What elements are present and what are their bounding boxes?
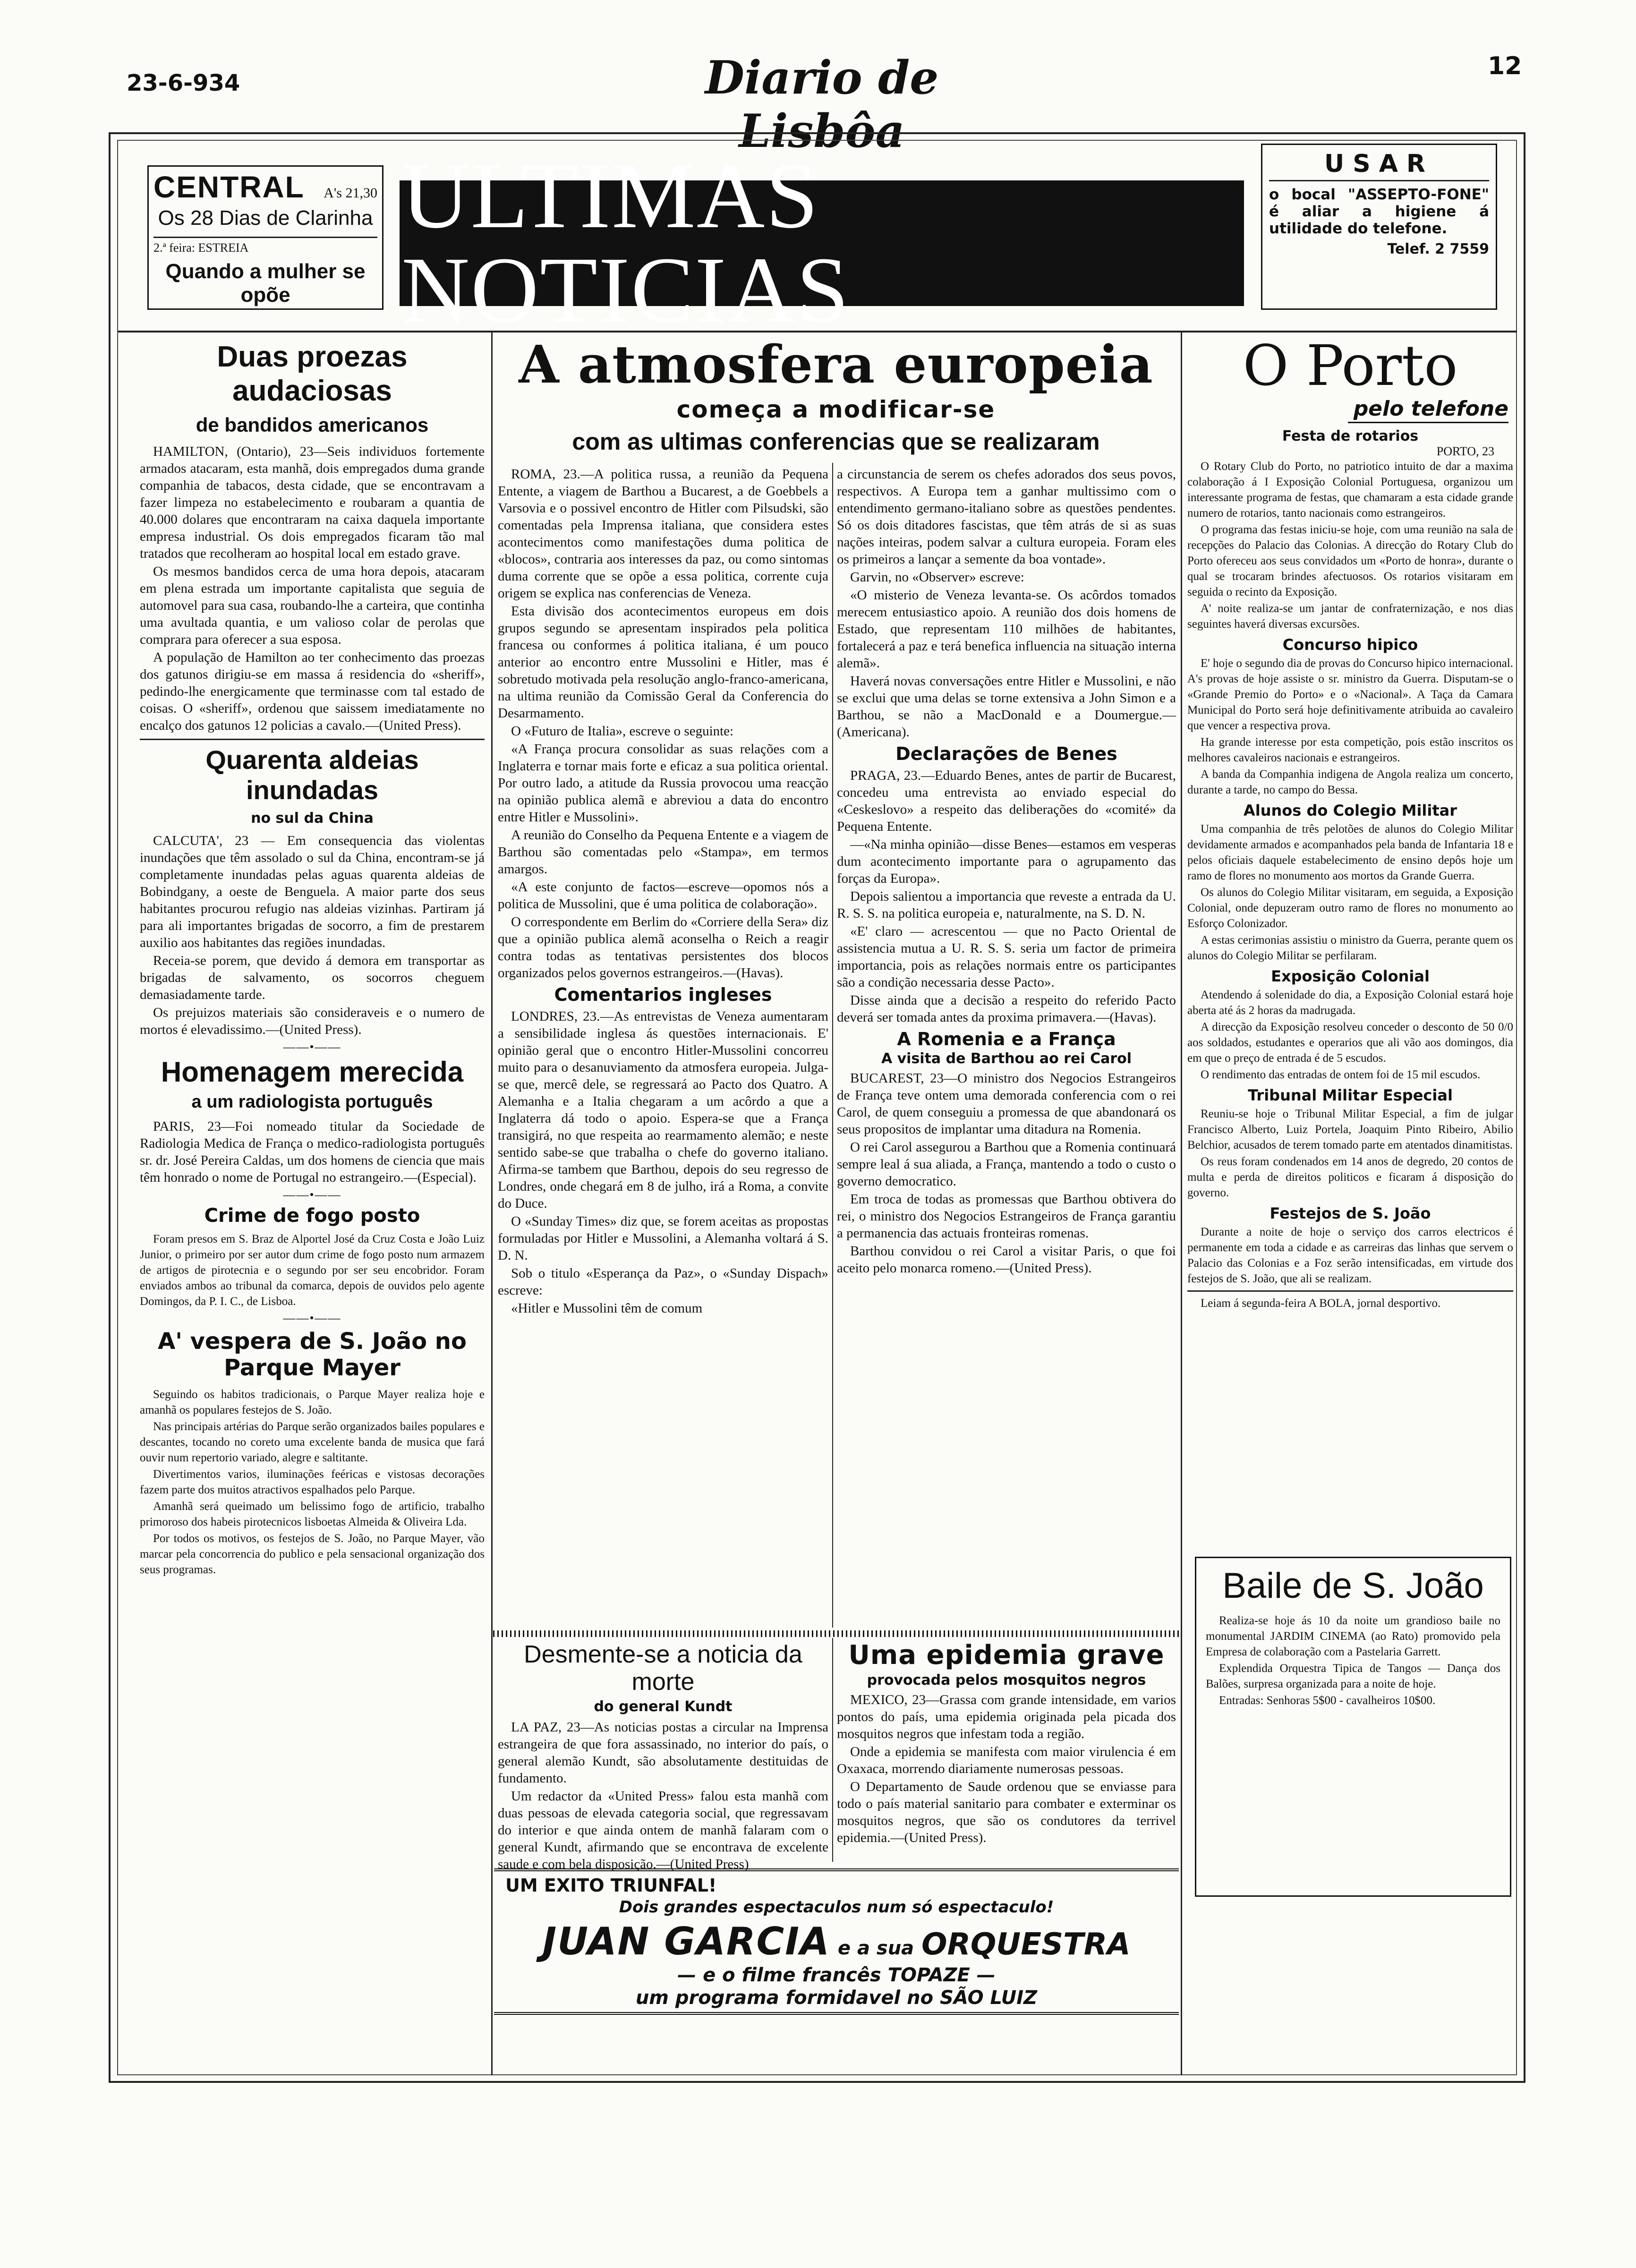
- baile-title: Baile de S. João: [1222, 1566, 1484, 1606]
- epidemia-paragraph: MEXICO, 23—Grassa com grande intensidade, em varios pontos do país, uma epidemia originada pela picada dos mosquitos negros que infestam toda a região.: [837, 1692, 1176, 1741]
- romenia-subhead-2: A visita de Barthou ao rei Carol: [881, 1050, 1132, 1067]
- porto-column: [1187, 333, 1513, 1545]
- article-homenagem-subtitle: a um radiologista português: [191, 1092, 433, 1112]
- parque-paragraph: Amanhã será queimado um belissimo fogo de artificio, trabalho primoroso dos habeis pirotecnicos lisboetas Almeida & Oliveira Lda.: [140, 1500, 485, 1528]
- baile-paragraph: Explendida Orquestra Tipica de Tangos — Dança dos Balões, surpresa organizada para a noite de hoje.: [1206, 1662, 1500, 1690]
- atmosfera-subtitle-1: começa a modificar-se: [676, 396, 996, 423]
- epidemia-title: Uma epidemia grave: [848, 1640, 1165, 1671]
- juan-ad-line-5: um programa formidavel no SÃO LUIZ: [635, 1987, 1038, 2009]
- usar-ad: [1261, 144, 1497, 310]
- usar-title: USAR: [1324, 150, 1434, 178]
- porto-exposicao-title: Exposição Colonial: [1271, 967, 1430, 985]
- atmosfera-paragraph: A reunião do Conselho da Pequena Entente e a viagem de Barthou são comentadas pelo «Stampa», em termos amargos.: [498, 827, 828, 877]
- juan-garcia-ad: [494, 1868, 1179, 2015]
- comentarios-paragraph: Sob o titulo «Esperança da Paz», o «Sunday Dispach» escreve:: [498, 1266, 828, 1298]
- porto-festejos-title: Festejos de S. João: [1270, 1204, 1431, 1222]
- porto-paragraph: Atendendo á solenidade do dia, a Exposição Colonial estará hoje aberta até ás 2 horas da madrugada.: [1187, 989, 1513, 1017]
- porto-paragraph: E' hoje o segundo dia de provas do Concurso hipico internacional. A's provas de hoje assiste o sr. ministro da Guerra. Disputam-se o «Grande Premio do Porto» e o «Nacional». A Taça da Camara Municipal do Porto será hoje definitivamente atribuida ao cavaleiro que vencer a respectiva prova.: [1187, 657, 1513, 732]
- usar-phone: Telef. 2 7559: [1387, 241, 1489, 257]
- porto-title: O Porto: [1243, 333, 1458, 398]
- porto-paragraph: A' noite realiza-se um jantar de confraternização, e nos dias seguintes haverá diversas excursões.: [1187, 602, 1513, 631]
- porto-paragraph: Reuniu-se hoje o Tribunal Militar Especial, a fim de julgar Francisco Alberto, Luiz Portela, Joaquim Pinto Ribeiro, Abilio Belchior, acusados de terem tomado parte em atentados dinamitistas.: [1187, 1108, 1513, 1151]
- benes-paragraph: «E' claro — acrescentou — que no Pacto Oriental de assistencia mutua a U. R. S. S. seria um factor de primeira importancia, pois as relações normais entre os participantes são a condição necessaria desse Pacto».: [837, 924, 1176, 990]
- atmosfera-paragraph: O correspondente em Berlim do «Corriere della Sera» diz que a opinião publica alemã aconselha o Reich a reagir contra todas as tentativas persistentes dos blocos organizados pelos governos estrangeiros.—(Havas).: [498, 914, 828, 981]
- proezas-paragraph: HAMILTON, (Ontario), 23—Seis individuos fortemente armados atacaram, esta manhã, dois empregados duma grande companhia de tabacos, desta cidade, que se encontravam a fazer limpeza no estabelecimento e roubaram a quantia de 40.000 dolares que encontraram na caixa daquela importante empresa industrial. Os dois empregados ficaram tão mal tratados que recolheram ao hospital local em estado grave.: [140, 444, 485, 561]
- porto-colegio-title: Alunos do Colegio Militar: [1243, 801, 1457, 819]
- ornament-divider: ——•——: [283, 1188, 341, 1202]
- atmosfera-paragraph: ROMA, 23.—A politica russa, a reunião da Pequena Entente, a viagem de Barthou a Bucarest, a de Goebbels a Varsovia e o possivel encontro de Hitler com Pilsudski, são comentadas pela Imprensa italiana, que considera estes acontecimentos como manifestações duma politica de «blocos», contraria aos interesses da paz, ou como sintomas duma corrente que se opõe a essa politica, corrente cuja origem se explica nas conferencias de Veneza.: [498, 467, 828, 601]
- romenia-paragraph: BUCAREST, 23—O ministro dos Negocios Estrangeiros de França teve ontem uma demorada conferencia com o rei Carol, de quem conseguiu a promessa de que abandonará os seus propositos de implantar uma ditadura na Romenia.: [837, 1071, 1176, 1137]
- fogo-paragraph: Foram presos em S. Braz de Alportel José da Cruz Costa e João Luiz Junior, o primeiro por ser autor dum crime de fogo posto num armazem de artigos de pirotecnia e o segundo por ser seu encobridor. Foram enviados ambos ao tribunal da comarca, depois de ouvidos pelo agente Domingos, da P. I. C., de Lisboa.: [140, 1233, 485, 1308]
- article-homenagem-title: Homenagem merecida: [161, 1056, 464, 1088]
- column-1: [140, 340, 485, 2069]
- benes-paragraph: PRAGA, 23.—Eduardo Benes, antes de partir de Bucarest, concedeu uma entrevista ao enviado especial do «Ceskeslovo» a respeito das deliberações do «comité» da Pequena Entente.: [837, 768, 1176, 834]
- benes-paragraph: Depois salientou a importancia que reveste a entrada da U. R. S. S. na politica europeia e, naturalmente, na S. D. N.: [837, 889, 1176, 921]
- ultimas-noticias-banner: [400, 144, 1244, 342]
- parque-paragraph: Seguindo os habitos tradicionais, o Parque Mayer realiza hoje e amanhã os populares festejos de S. João.: [140, 1388, 485, 1416]
- homenagem-paragraph: PARIS, 23—Foi nomeado titular da Sociedade de Radiologia Medica de França o medico-radiologista português sr. dr. José Pereira Caldas, um dos homens de ciencia que mais têm honrado o nome de Portugal no estrangeiro.—(Especial).: [140, 1119, 485, 1185]
- romenia-paragraph: O rei Carol assegurou a Barthou que a Romenia continuará sempre leal á sua aliada, a França, mantendo a todo o custo o governo democratico.: [837, 1140, 1176, 1189]
- ornament-divider: ——•——: [283, 1311, 341, 1325]
- central-next-film: Quando a mulher se opõe: [165, 260, 366, 307]
- atmosfera-paragraph: «A este conjunto de factos—escreve—opomos nós a politica de Mussolini, que é uma politica de colaboração».: [498, 879, 828, 912]
- epidemia-paragraph: O Departamento de Saude ordenou que se enviasse para todo o país material sanitario para combater e exterminar os mosquitos negros, que são os condutores da terrivel epidemia.—(United Press).: [837, 1779, 1176, 1845]
- parque-paragraph: Divertimentos varios, iluminações feéricas e vistosas decorações fazem parte dos muitos atractivos espalhados pelo Parque.: [140, 1468, 485, 1496]
- article-proezas-title: Duas proezas audaciosas: [217, 341, 408, 407]
- comentarios-paragraph: LONDRES, 23.—As entrevistas de Veneza aumentaram a sensibilidade inglesa ás questões internacionais. E' opinião geral que o encontro Hitler-Mussolini concorreu muito para o desanuviamento da atmosfera europeia. Julga-se que, mercê dele, se regressará ao Pacto dos Quatro. A Alemanha e a Italia chegaram a um acôrdo a que a Inglaterra dá todo o apoio. Espera-se que a França transigirá, no que respeita ao rearmamento alemão; e neste sentido sabe-se que trabalha o chefe do governo italiano. Afirma-se tambem que Barthou, depois do seu regresso de Londres, onde chegará em 8 de julho, irá a Roma, a convite do Duce.: [498, 1009, 828, 1211]
- parque-paragraph: Por todos os motivos, os festejos de S. João, no Parque Mayer, vão marcar pela concorrencia do publico e pela sensacional organização dos seus programas.: [140, 1532, 485, 1576]
- article-fogo-title: Crime de fogo posto: [204, 1205, 420, 1227]
- aldeias-paragraph: CALCUTA', 23 — Em consequencia das violentas inundações que têm assolado o sul da China, encontram-se já completamente inundadas pelas aguas quarenta aldeias de Bobindgany, a oeste de Benguela. A maior parte dos seus habitantes procurou refugio nas aldeias vizinhas. Partiram já para ali importantes brigadas de socorro, a fim de prestarem auxilio aos habitantes das regiões inundadas.: [140, 833, 485, 950]
- aldeias-paragraph: Os prejuizos materiais são consideraveis e o numero de mortos é elevadissimo.—(United Press).: [140, 1005, 485, 1037]
- page-number: 12: [1488, 52, 1522, 80]
- juan-ad-line-2: Dois grandes espectaculos num só espectaculo!: [619, 1898, 1054, 1917]
- porto-paragraph: Ha grande interesse por esta competição, pois estão inscritos os melhores cavaleiros nacionais e estrangeiros.: [1187, 736, 1513, 764]
- atmosfera-paragraph: a circunstancia de serem os chefes adorados dos seus povos, respectivos. A Europa tem a ganhar multissimo com o entendimento germano-italiano sobre as questões pendentes. Só os dois ditadores fascistas, que têm atrás de si as suas nações inteiras, podem salvar a cultura europeia. Foram eles os primeiros a lançar a semente da boa vontade».: [837, 467, 1176, 567]
- juan-ad-name: JUAN GARCIA: [542, 1919, 830, 1963]
- baile-paragraph: Entradas: Senhoras 5$00 - cavalheiros 10$00.: [1219, 1694, 1436, 1707]
- hatched-divider: [493, 1630, 1180, 1637]
- desmente-article: [498, 1641, 828, 1872]
- epidemia-paragraph: Onde a epidemia se manifesta com maior virulencia é em Oxaxaca, morrendo diariamente numerosas pessoas.: [837, 1744, 1176, 1776]
- proezas-paragraph: A população de Hamilton ao ter conhecimento das proezas dos gatunos dirigiu-se em massa á residencia do «sheriff», pedindo-lhe energicamente que terminasse com tal estado de coisas. O «sheriff», ordenou que saissem imediatamente no encalço dos gatunos 12 policias a cavalo.—(United Press).: [140, 650, 485, 733]
- benes-paragraph: —«Na minha opinião—disse Benes—estamos em vesperas dum acontecimento importante para o agrupamento das forças da Europa».: [837, 837, 1176, 886]
- atmosfera-paragraph: «A França procura consolidar as suas relações com a Inglaterra e tornar mais forte e eficaz a sua politica oriental. Por outro lado, a atitude da Russia provocou uma reacção na opinião publica alemã e abreviou a data do encontro entre Hitler e Mussolini».: [498, 742, 828, 825]
- epidemia-subtitle: provocada pelos mosquitos negros: [867, 1672, 1146, 1688]
- ornament-divider: ——•——: [283, 1040, 341, 1054]
- newspaper-title: Diario de Lisbôa: [705, 51, 939, 158]
- aldeias-paragraph: Receia-se porem, que devido á demora em transportar as brigadas de salvamento, os socorros cheguem demasiadamente tarde.: [140, 953, 485, 1002]
- baile-paragraph: Realiza-se hoje ás 10 da noite um grandioso baile no monumental JARDIM CINEMA (ao Rato) promovido pela Empresa de colaboração com a Pastelaria Garrett.: [1206, 1614, 1500, 1658]
- romenia-paragraph: Em troca de todas as promessas que Barthou obtivera do rei, o ministro dos Negocios Estrangeiros de França garantiu a permanencia das actuais fronteiras romenas.: [837, 1192, 1176, 1241]
- benes-paragraph: Disse ainda que a decisão a respeito do referido Pacto deverá ser tomada antes da proxima primavera.—(Havas).: [837, 993, 1176, 1025]
- porto-paragraph: O Rotary Club do Porto, no patriotico intuito de dar a maxima colaboração á I Exposição Colonial Portuguesa, organizou um interessante programa de festas, que chamaram a esta cidade grande numero de rotarios, tanto nacionais como estrangeiros.: [1187, 460, 1513, 520]
- desmente-subtitle: do general Kundt: [594, 1698, 733, 1715]
- porto-paragraph: O programa das festas iniciu-se hoje, com uma reunião na sala de recepções do Palacio das Colonias. A direcção do Rotary Club do Porto ofereceu aos seus convidados um «Porto de honra», durante o qual se trocaram brindes afectuosos. Os rotarios visitaram em seguida o recinto da Exposição.: [1187, 523, 1513, 598]
- central-film: Os 28 Dias de Clarinha: [158, 206, 373, 230]
- comentarios-paragraph: «Hitler e Mussolini têm de comum: [511, 1301, 703, 1316]
- atmosfera-paragraph: O «Futuro de Italia», escreve o seguinte:: [511, 724, 734, 739]
- desmente-title: Desmente-se a noticia da morte: [524, 1641, 802, 1696]
- atmosfera-paragraph: Esta divisão dos acontecimentos europeus em dois grupos segundo se apresentam inspirados pela politica francesa ou conformes á politica italiana, é um pouco anterior ao encontro entre Mussolini e Hitler, mas é sobretudo motivada pela resolução anglo-franco-americana, na ultima reunião da Comissão Geral da Conferencia do Desarmamento.: [498, 604, 828, 721]
- porto-paragraph: Durante a noite de hoje o serviço dos carros electricos é permanente em toda a cidade e as carreiras das linhas que servem o Palacio das Colonias e a Foz serão intensificadas, em virtude dos festejos de S. João, que ali se realizam.: [1187, 1226, 1513, 1285]
- porto-paragraph: Uma companhia de três pelotões de alunos do Colegio Militar devidamente armados e acompanhados pela banda de Infantaria 18 e pelos oficiais daquele estabelecimento de ensino depôs hoje um ramo de flores no monumento aos mortos da Grande Guerra.: [1187, 823, 1513, 882]
- porto-tribunal-title: Tribunal Militar Especial: [1248, 1086, 1453, 1104]
- juan-ad-orchestra: ORQUESTRA: [921, 1927, 1131, 1962]
- article-aldeias-subtitle: no sul da China: [251, 810, 374, 827]
- central-time: A's 21,30: [324, 185, 377, 201]
- porto-dateline: PORTO, 23: [1436, 444, 1494, 458]
- porto-festa-title: Festa de rotarios: [1282, 428, 1419, 444]
- romenia-subhead: A Romenia e a França: [897, 1029, 1116, 1049]
- article-aldeias-title: Quarenta aldeias inundadas: [205, 745, 419, 805]
- porto-subtitle: pelo telefone: [1348, 397, 1508, 423]
- atmosfera-headline: [496, 336, 1176, 455]
- atmosfera-right-column: [837, 466, 1176, 1631]
- romenia-paragraph: Barthou convidou o rei Carol a visitar Paris, o que foi aceito pelo monarca romeno.—(United Press).: [837, 1244, 1176, 1276]
- porto-paragraph: Os alunos do Colegio Militar visitaram, em seguida, a Exposição Colonial, onde depuzeram outro ramo de flores no monumento ao Esforço Colonizador.: [1187, 886, 1513, 930]
- article-parque-title: A' vespera de S. João no Parque Mayer: [158, 1328, 467, 1381]
- banner-text: ULTIMAS NOTICIAS: [401, 144, 850, 342]
- porto-paragraph: A banda da Companhia indigena de Angola realiza um concerto, durante a tarde, no campo do Bessa.: [1187, 768, 1513, 796]
- article-proezas-subtitle: de bandidos americanos: [196, 414, 429, 436]
- central-theatre-name: CENTRAL: [153, 170, 305, 204]
- porto-paragraph: O rendimento das entradas de ontem foi de 15 mil escudos.: [1201, 1068, 1481, 1081]
- comentarios-paragraph: O «Sunday Times» diz que, se forem aceitas as propostas formuladas por Hitler e Mussolini, a Alemanha voltará á S. D. N.: [498, 1214, 828, 1263]
- desmente-paragraph: LA PAZ, 23—As noticias postas a circular na Imprensa estrangeira de que fora assassinado, no interior do país, o general alemão Kundt, são absolutamente destituidas de fundamento.: [498, 1720, 828, 1786]
- comentarios-subhead: Comentarios ingleses: [554, 984, 772, 1005]
- bola-note: Leiam á segunda-feira A BOLA, jornal desportivo.: [1201, 1297, 1441, 1310]
- issue-date: 23-6-934: [127, 70, 240, 96]
- porto-hipico-title: Concurso hipico: [1282, 636, 1418, 654]
- porto-paragraph: Os reus foram condenados em 14 anos de degredo, 20 contos de multa e perda de direitos politicos e ficaram á disposição do governo.: [1187, 1155, 1513, 1199]
- juan-ad-conj: e a sua: [837, 1937, 914, 1959]
- proezas-paragraph: Os mesmos bandidos cerca de uma hora depois, atacaram em plena estrada um importante capitalista que seguia de automovel para sua casa, roubando-lhe a carteira, que continha uma avultada quantia, e um valioso colar de perolas que comprara para oferecer a sua esposa.: [140, 564, 485, 647]
- epidemia-article: [837, 1641, 1176, 1863]
- atmosfera-subtitle-2: com as ultimas conferencias que se realizaram: [572, 428, 1100, 455]
- central-ad: [147, 165, 383, 310]
- atmosfera-left-column: [498, 466, 828, 1631]
- atmosfera-title: A atmosfera europeia: [519, 334, 1153, 395]
- benes-subhead: Declarações de Benes: [895, 743, 1117, 764]
- desmente-paragraph: Um redactor da «United Press» falou esta manhã com duas pessoas de elevada categoria social, que regressavam do interior e que ainda ontem de manhã falaram com o general Kundt, afirmando que se encontrava de excelente saude e com bela disposição.—(United Press): [498, 1789, 828, 1872]
- porto-paragraph: A estas cerimonias assistiu o ministro da Guerra, perante quem os alunos do Colegio Militar se perfilaram.: [1187, 934, 1513, 962]
- juan-ad-line-1: UM EXITO TRIUNFAL!: [505, 1875, 717, 1896]
- parque-paragraph: Nas principais artérias do Parque serão organizados bailes populares e descantes, tocando no coreto uma excelente banda de musica que fará ouvir num repertorio variado, alegre e saltitante.: [140, 1420, 485, 1464]
- porto-paragraph: A direcção da Exposição resolveu conceder o desconto de 50 0/0 aos soldados, estudantes e operarios que ali vão aos domingos, dia em que o preço de entrada é de 5 escudos.: [1187, 1021, 1513, 1065]
- baile-ad: [1195, 1557, 1511, 1897]
- atmosfera-paragraph: Haverá novas conversações entre Hitler e Mussolini, e não se exclui que uma delas se torne extensiva a John Simon e a Barthou, se não a MacDonald e a Doumergue.—(Americana).: [837, 674, 1176, 740]
- juan-ad-line-4: — e o filme francês TOPAZE —: [677, 1964, 996, 1986]
- atmosfera-paragraph: Garvin, no «Observer» escreve:: [850, 570, 1024, 585]
- usar-text: o bocal "ASSEPTO-FONE" é aliar a higiene á utilidade do telefone.: [1269, 186, 1489, 237]
- atmosfera-paragraph: «O misterio de Veneza levanta-se. Os acôrdos tomados merecem entusiastico apoio. A reunião dos dois homens de Estado, que representam 110 milhões de habitantes, fortalecerá a paz e terá benefica influencia na situação interna alemã».: [837, 588, 1176, 671]
- central-note: 2.ª feira: ESTREIA: [153, 241, 249, 255]
